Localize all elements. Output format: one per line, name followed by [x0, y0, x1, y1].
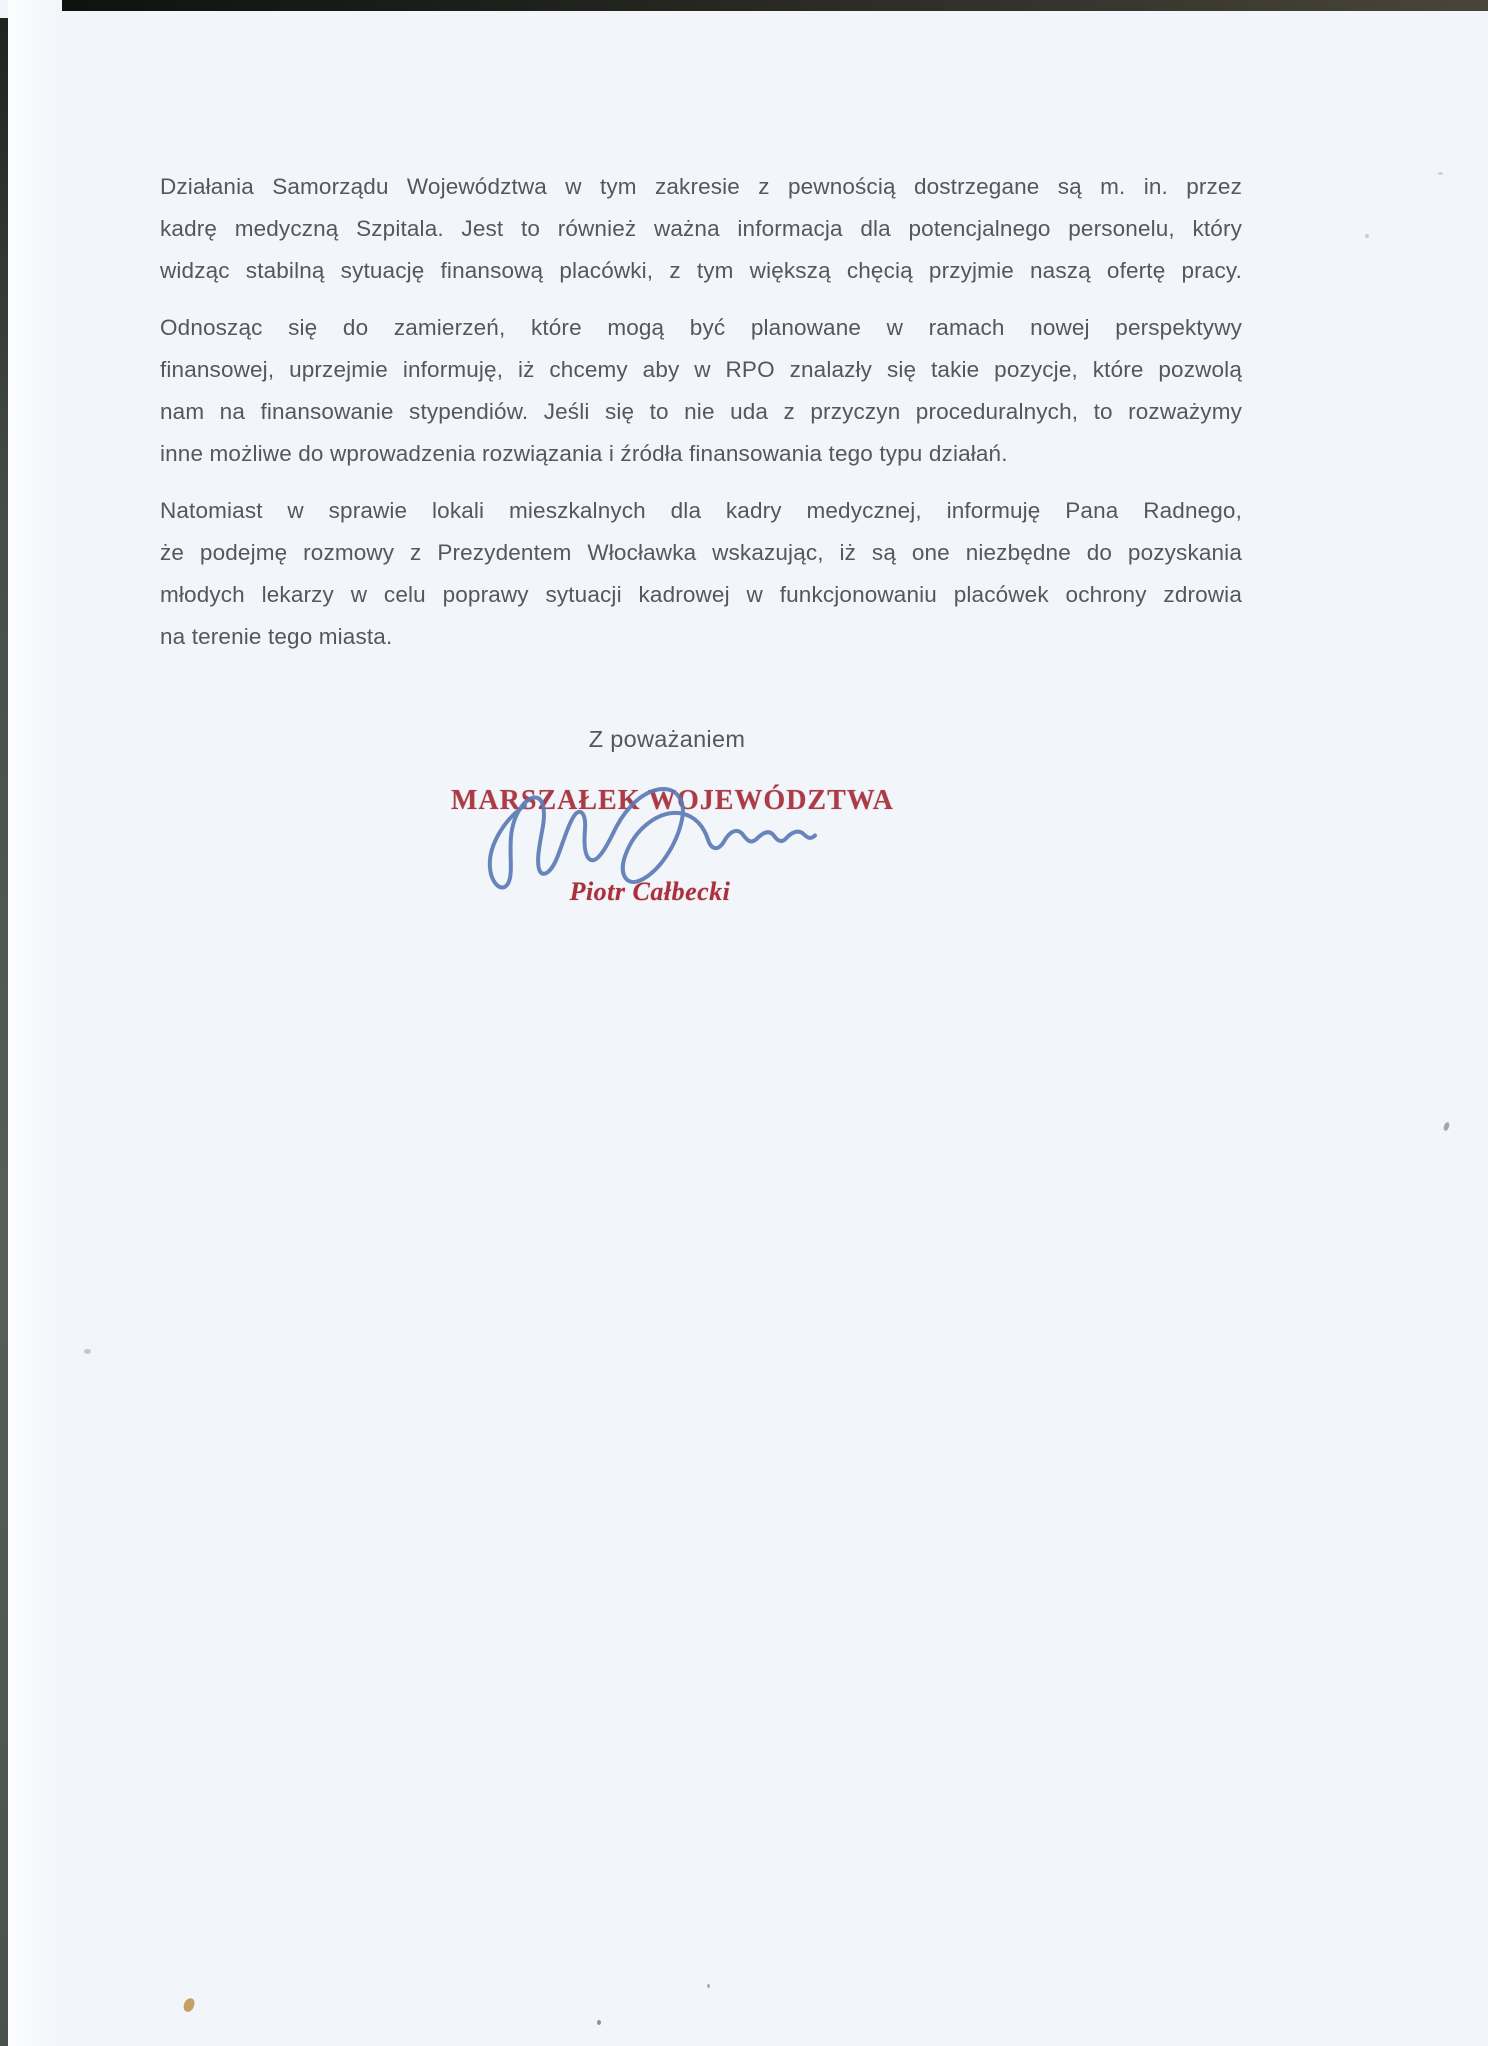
signed-name: Piotr Całbecki [569, 877, 731, 906]
body-line: Natomiast w sprawie lokali mieszkalnych dla kadry medycznej, informuję Pana Radnego, [160, 498, 1242, 523]
body-line: nam na finansowanie stypendiów. Jeśli się to nie uda z przyczyn proceduralnych, to rozważymy [160, 399, 1242, 424]
letter-body [160, 166, 1242, 658]
body-line: że podejmę rozmowy z Prezydentem Włocławka wskazując, iż są one niezbędne do pozyskania [160, 540, 1242, 565]
body-line: finansowej, uprzejmie informuję, iż chcemy aby w RPO znalazły się takie pozycje, które pozwolą [160, 357, 1242, 382]
body-line: widząc stabilną sytuację finansową placówki, z tym większą chęcią przyjmie naszą ofertę pracy. [160, 258, 1242, 283]
body-line: kadrę medyczną Szpitala. Jest to również ważna informacja dla potencjalnego personelu, który [160, 216, 1242, 241]
paragraph-1 [160, 166, 1242, 292]
scan-speck [84, 1349, 91, 1354]
body-line: na terenie tego miasta. [160, 624, 393, 649]
scan-speck [1365, 234, 1369, 238]
body-line: młodych lekarzy w celu poprawy sytuacji kadrowej w funkcjonowaniu placówek ochrony zdrowia [160, 582, 1242, 607]
body-line: Działania Samorządu Województwa w tym zakresie z pewnością dostrzegane są m. in. przez [160, 174, 1242, 199]
scan-speck [707, 1984, 710, 1988]
closing-phrase: Z poważaniem [588, 726, 746, 752]
page-edge-highlight [8, 0, 60, 2046]
scan-speck [1438, 172, 1443, 175]
scan-speck [597, 2020, 601, 2025]
scan-speck [1443, 1121, 1451, 1131]
marshal-stamp-title: MARSZAŁEK WOJEWÓDZTWA [451, 785, 894, 816]
scan-edge-left [0, 18, 8, 2046]
paragraph-2 [160, 307, 1242, 475]
body-line: Odnosząc się do zamierzeń, które mogą być planowane w ramach nowej perspektywy [160, 315, 1242, 340]
body-line: inne możliwe do wprowadzenia rozwiązania i źródła finansowania tego typu działań. [160, 441, 1008, 466]
paragraph-3 [160, 490, 1242, 658]
scan-edge-top [62, 0, 1488, 11]
scan-speck [182, 1997, 195, 2013]
